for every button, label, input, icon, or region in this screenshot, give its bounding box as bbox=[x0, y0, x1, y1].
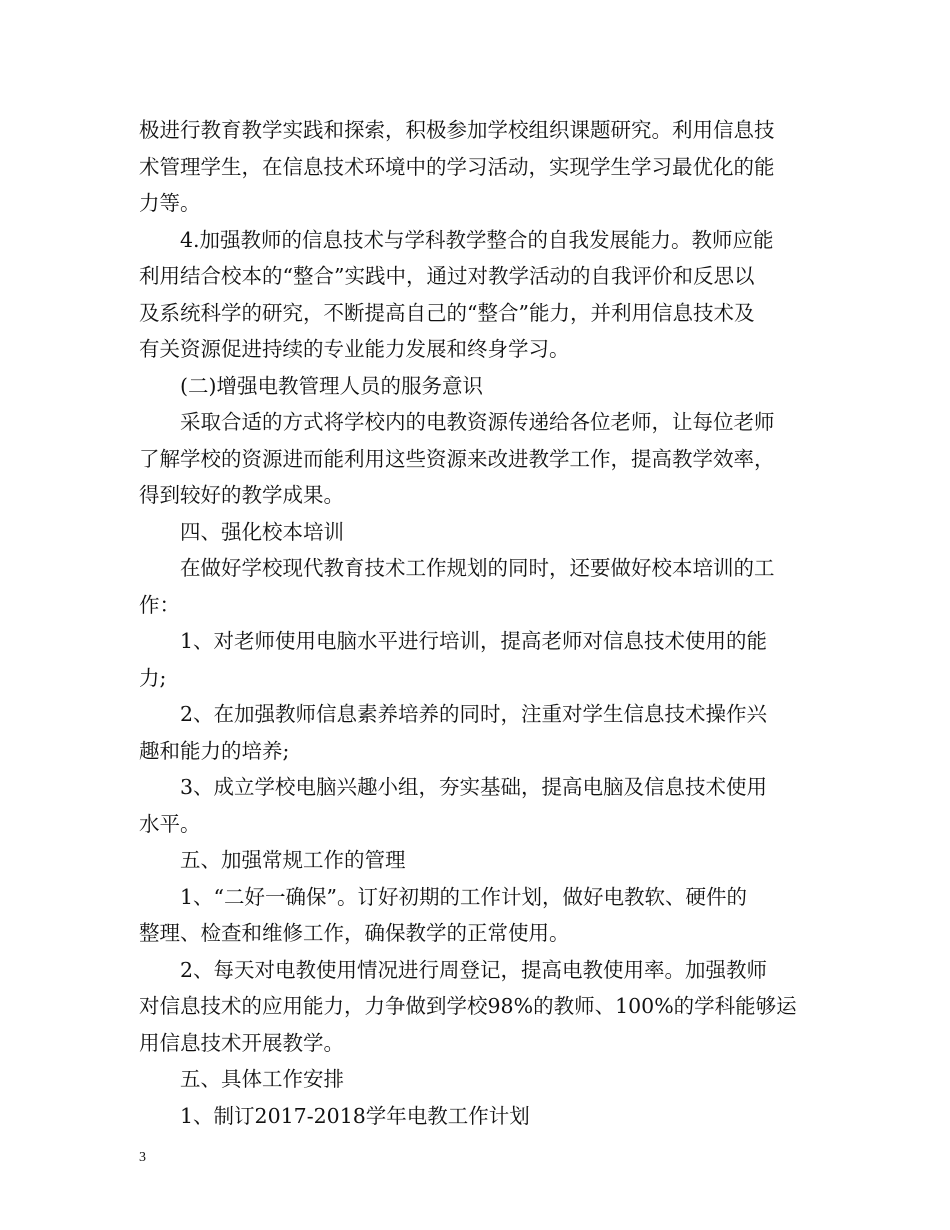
text-line: 及系统科学的研究，不断提高自己的“整合”能力，并利用信息技术及 bbox=[139, 300, 755, 325]
text-line: 在做好学校现代教育技术工作规划的同时，还要做好校本培训的工 bbox=[180, 556, 775, 580]
text-line: 水平。 bbox=[139, 811, 201, 836]
text-line: 1、制订2017-2018学年电教工作计划 bbox=[180, 1103, 530, 1128]
text-line: 整理、检查和维修工作，确保教学的正常使用。 bbox=[139, 921, 570, 945]
text-line: 利用结合校本的“整合”实践中，通过对教学活动的自我评价和反思以 bbox=[139, 264, 755, 288]
text-line: 2、在加强教师信息素养培养的同时，注重对学生信息技术操作兴 bbox=[180, 702, 768, 726]
text-line: 四、强化校本培训 bbox=[180, 519, 344, 544]
text-line: 趣和能力的培养; bbox=[139, 738, 290, 763]
paragraph-training-3 bbox=[139, 769, 815, 842]
paragraph-routine-1 bbox=[139, 879, 815, 952]
text-line: 用信息技术开展教学。 bbox=[139, 1030, 344, 1055]
paragraph-heading-5b bbox=[139, 1061, 815, 1098]
text-line: 了解学校的资源进而能利用这些资源来改进教学工作，提高教学效率， bbox=[139, 446, 775, 471]
text-line: 极进行教育教学实践和探索，积极参加学校组织课题研究。利用信息技 bbox=[139, 118, 775, 142]
text-line: 1、对老师使用电脑水平进行培训，提高老师对信息技术使用的能 bbox=[180, 629, 768, 653]
text-line: (二)增强电教管理人员的服务意识 bbox=[180, 373, 483, 398]
text-line: 3、成立学校电脑兴趣小组，夯实基础，提高电脑及信息技术使用 bbox=[180, 775, 768, 799]
text-line: 2、每天对电教使用情况进行周登记，提高电教使用率。加强教师 bbox=[180, 957, 768, 982]
paragraph-item-4 bbox=[139, 222, 815, 368]
text-line: 采取合适的方式将学校内的电教资源传递给各位老师，让每位老师 bbox=[180, 410, 775, 434]
paragraph-schedule-1 bbox=[139, 1098, 815, 1135]
text-line: 力; bbox=[139, 665, 167, 690]
text-line: 五、具体工作安排 bbox=[180, 1067, 344, 1091]
paragraph-heading-5a bbox=[139, 842, 815, 879]
text-line: 五、加强常规工作的管理 bbox=[180, 848, 406, 872]
text-line: 1、“二好一确保”。订好初期的工作计划，做好电教软、硬件的 bbox=[180, 884, 748, 909]
paragraph-routine-2 bbox=[139, 952, 815, 1062]
paragraph-training-1 bbox=[139, 623, 815, 696]
paragraph-heading-2 bbox=[139, 368, 815, 405]
text-line: 力等。 bbox=[139, 191, 201, 215]
paragraph-continue bbox=[139, 112, 815, 222]
paragraph-training-2 bbox=[139, 696, 815, 769]
text-line: 作： bbox=[139, 592, 180, 617]
text-line: 有关资源促进持续的专业能力发展和终身学习。 bbox=[139, 337, 570, 361]
page-number: 3 bbox=[139, 1150, 146, 1165]
text-line: 4.加强教师的信息技术与学科教学整合的自我发展能力。教师应能 bbox=[180, 227, 774, 252]
text-line: 对信息技术的应用能力，力争做到学校98%的教师、100%的学科能够运 bbox=[139, 994, 797, 1018]
text-line: 得到较好的教学成果。 bbox=[139, 483, 344, 507]
text-line: 术管理学生，在信息技术环境中的学习活动，实现学生学习最优化的能 bbox=[139, 154, 775, 179]
paragraph-service bbox=[139, 404, 815, 514]
paragraph-heading-4 bbox=[139, 514, 815, 551]
document-body bbox=[139, 112, 815, 1134]
paragraph-training-intro bbox=[139, 550, 815, 623]
